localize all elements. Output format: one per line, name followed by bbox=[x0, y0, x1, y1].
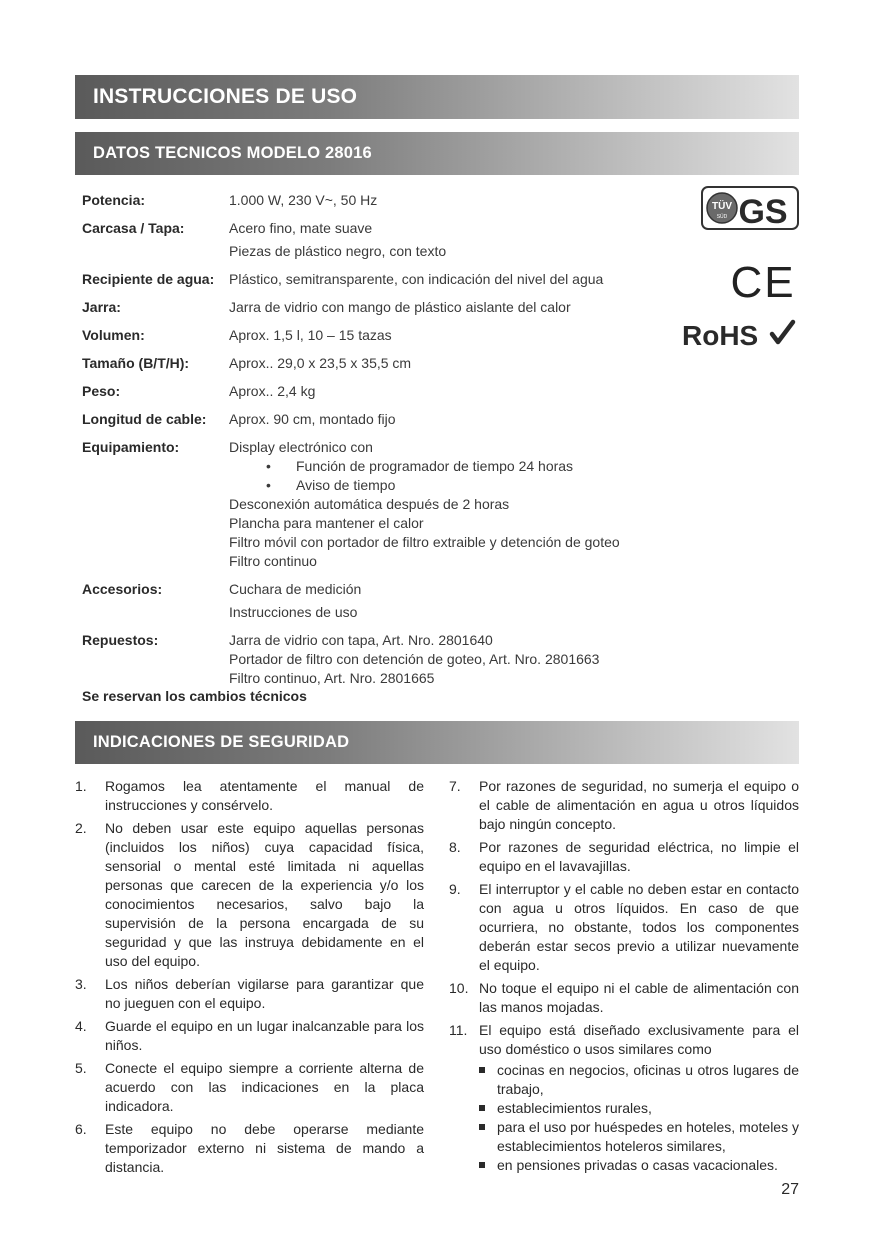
spares-line: Portador de filtro con detención de goteo, Art. Nro. 2801663 bbox=[229, 651, 600, 667]
spec-row bbox=[82, 270, 682, 289]
spec-value bbox=[229, 382, 682, 401]
spec-value-line: Acero fino, mate suave bbox=[229, 220, 373, 236]
safety-sub-item bbox=[479, 1099, 799, 1118]
spec-value-line: Aprox. 1,5 l, 10 – 15 tazas bbox=[229, 327, 392, 343]
tuv-sub-text: SÜD bbox=[716, 214, 728, 220]
spec-row bbox=[82, 354, 682, 373]
safety-item-body: Guarde el equipo en un lugar inalcanzable para los niños. bbox=[105, 1018, 424, 1053]
page-number: 27 bbox=[781, 1181, 799, 1198]
safety-item bbox=[75, 975, 424, 1013]
equipment-line: Filtro continuo bbox=[229, 553, 317, 569]
ce-mark: CE bbox=[730, 258, 796, 307]
safety-sub-item bbox=[479, 1156, 799, 1175]
safety-item-number: 6. bbox=[75, 1121, 87, 1137]
spec-label: Potencia: bbox=[82, 192, 146, 208]
safety-item-text bbox=[105, 1059, 424, 1116]
safety-item-body: Por razones de seguridad eléctrica, no limpie el equipo en el lavavajillas. bbox=[479, 839, 799, 874]
safety-item-number: 4. bbox=[75, 1018, 87, 1034]
spec-value bbox=[229, 438, 682, 571]
safety-item bbox=[449, 777, 799, 834]
safety-item-number: 2. bbox=[75, 820, 87, 836]
tuv-gs-logo bbox=[702, 187, 798, 231]
safety-item bbox=[75, 1017, 424, 1055]
spec-value bbox=[229, 410, 682, 429]
spec-value-line: 1.000 W, 230 V~, 50 Hz bbox=[229, 192, 378, 208]
spec-value-line: Plástico, semitransparente, con indicación del nivel del agua bbox=[229, 271, 604, 287]
accessories-line: Instrucciones de uso bbox=[229, 604, 358, 620]
equipment-line: Filtro móvil con portador de filtro extraible y detención de goteo bbox=[229, 534, 620, 550]
safety-item-number: 3. bbox=[75, 976, 87, 992]
spec-row bbox=[82, 326, 682, 345]
safety-item-text bbox=[479, 979, 799, 1017]
safety-item-text bbox=[105, 777, 424, 815]
reserve-note: Se reservan los cambios técnicos bbox=[82, 688, 307, 704]
spec-value bbox=[229, 191, 682, 210]
spec-row-equipment bbox=[82, 438, 682, 571]
safety-item-body: Rogamos lea atentamente el manual de instrucciones y consérvelo. bbox=[105, 778, 424, 813]
tech-data-title: DATOS TECNICOS MODELO 28016 bbox=[93, 144, 372, 162]
spec-label: Repuestos: bbox=[82, 632, 159, 648]
safety-item bbox=[75, 819, 424, 971]
safety-item-number: 1. bbox=[75, 778, 87, 794]
bullet-dot: • bbox=[266, 458, 271, 474]
equipment-line: Desconexión automática después de 2 horas bbox=[229, 496, 510, 512]
spec-row bbox=[82, 219, 682, 261]
spec-value-line: Aprox. 90 cm, montado fijo bbox=[229, 411, 396, 427]
spec-label: Peso: bbox=[82, 383, 121, 399]
safety-item-text bbox=[105, 819, 424, 971]
safety-sub-item bbox=[479, 1061, 799, 1099]
equipment-bullet-text: Aviso de tiempo bbox=[296, 477, 396, 493]
square-bullet-icon bbox=[479, 1099, 497, 1118]
safety-item-text bbox=[105, 975, 424, 1013]
tech-data-banner bbox=[75, 132, 799, 175]
square-bullet-icon bbox=[479, 1061, 497, 1099]
safety-item-text bbox=[479, 777, 799, 834]
safety-column-right bbox=[449, 777, 799, 1179]
checkmark-icon bbox=[772, 322, 793, 342]
safety-item-text bbox=[105, 1120, 424, 1177]
certification-logos bbox=[680, 185, 800, 365]
safety-item-text bbox=[479, 880, 799, 975]
safety-item-text bbox=[479, 838, 799, 876]
gs-text: GS bbox=[738, 193, 788, 231]
spec-row bbox=[82, 382, 682, 401]
safety-banner bbox=[75, 721, 799, 764]
safety-item-body: Los niños deberían vigilarse para garantizar que no jueguen con el equipo. bbox=[105, 976, 424, 1011]
safety-item-number: 10. bbox=[449, 980, 469, 996]
safety-item bbox=[75, 1059, 424, 1116]
spec-label: Accesorios: bbox=[82, 581, 163, 597]
spec-row-spares bbox=[82, 631, 682, 688]
spec-value bbox=[229, 219, 682, 261]
spec-row bbox=[82, 298, 682, 317]
spec-value bbox=[229, 326, 682, 345]
spec-value bbox=[229, 270, 682, 289]
safety-item-body: Conecte el equipo siempre a corriente alterna de acuerdo con las indicaciones en la placa indicadora. bbox=[105, 1060, 424, 1114]
spec-value-line: Aprox.. 29,0 x 23,5 x 35,5 cm bbox=[229, 355, 412, 371]
safety-item-number: 11. bbox=[449, 1022, 468, 1038]
spec-value bbox=[229, 631, 682, 688]
safety-item bbox=[449, 880, 799, 975]
rohs-text: RoHS bbox=[682, 320, 759, 351]
safety-item-body: El interruptor y el cable no deben estar en contacto con agua u otros líquidos. En caso de que ocurriera, no obstante, todos los componentes deberán estar secos previo a utilizar nuevamente el equipo. bbox=[479, 881, 799, 973]
safety-sub-text: cocinas en negocios, oficinas u otros lugares de trabajo, bbox=[497, 1062, 799, 1097]
spec-row bbox=[82, 191, 682, 210]
safety-item-body: El equipo está diseñado exclusivamente para el uso doméstico o usos similares como bbox=[479, 1022, 799, 1057]
safety-column-left bbox=[75, 777, 424, 1181]
spec-label: Volumen: bbox=[82, 327, 145, 343]
safety-sub-list bbox=[479, 1061, 799, 1175]
spec-label: Recipiente de agua: bbox=[82, 271, 215, 287]
equipment-bullet bbox=[229, 476, 682, 495]
safety-item bbox=[75, 1120, 424, 1177]
safety-item-number: 5. bbox=[75, 1060, 87, 1076]
safety-item-text bbox=[105, 1017, 424, 1055]
spares-line: Jarra de vidrio con tapa, Art. Nro. 2801640 bbox=[229, 632, 493, 648]
equipment-bullet-text: Función de programador de tiempo 24 horas bbox=[296, 458, 574, 474]
safety-item bbox=[449, 838, 799, 876]
safety-item-text bbox=[479, 1021, 799, 1175]
square-bullet-icon bbox=[479, 1156, 497, 1175]
page-title-banner bbox=[75, 75, 799, 119]
safety-sub-text: para el uso por huéspedes en hoteles, moteles y establecimientos hoteleros similares, bbox=[497, 1119, 799, 1154]
spec-value-line: Piezas de plástico negro, con texto bbox=[229, 243, 447, 259]
spec-row bbox=[82, 410, 682, 429]
equipment-line: Plancha para mantener el calor bbox=[229, 515, 424, 531]
spec-value bbox=[229, 580, 682, 622]
spec-value bbox=[229, 354, 682, 373]
safety-item bbox=[449, 979, 799, 1017]
safety-item bbox=[449, 1021, 799, 1175]
equipment-bullet bbox=[229, 457, 682, 476]
equipment-intro: Display electrónico con bbox=[229, 439, 373, 455]
safety-item-number: 9. bbox=[449, 881, 461, 897]
spec-row-accessories bbox=[82, 580, 682, 622]
safety-item-body: Por razones de seguridad, no sumerja el equipo o el cable de alimentación en agua u otros líquidos bajo ningún concepto. bbox=[479, 778, 799, 832]
safety-item-number: 8. bbox=[449, 839, 461, 855]
spec-label: Equipamiento: bbox=[82, 439, 180, 455]
spec-label: Tamaño (B/T/H): bbox=[82, 355, 190, 371]
safety-title: INDICACIONES DE SEGURIDAD bbox=[93, 733, 350, 751]
spec-value bbox=[229, 298, 682, 317]
certification-marks bbox=[680, 185, 800, 360]
spec-value-line: Jarra de vidrio con mango de plástico aislante del calor bbox=[229, 299, 571, 315]
spec-value-line: Aprox.. 2,4 kg bbox=[229, 383, 316, 399]
safety-sub-item bbox=[479, 1118, 799, 1156]
safety-item-body: No deben usar este equipo aquellas personas (incluidos los niños) cuya capacidad física, sensorial o mental esté limitada ni aquellas personas que carecen de la experiencia y/o los conocimientos necesarios, salvo bajo la supervisión de la persona encargada de su seguridad y que las instruya debidamente en el uso del equipo. bbox=[105, 820, 424, 969]
page-title: INSTRUCCIONES DE USO bbox=[93, 85, 358, 108]
spec-label: Jarra: bbox=[82, 299, 121, 315]
spec-table bbox=[82, 191, 682, 697]
safety-item-body: Este equipo no debe operarse mediante temporizador externo ni sistema de mando a distancia. bbox=[105, 1121, 424, 1175]
square-bullet-icon bbox=[479, 1118, 497, 1156]
safety-item-body: No toque el equipo ni el cable de alimentación con las manos mojadas. bbox=[479, 980, 799, 1015]
safety-item bbox=[75, 777, 424, 815]
spec-label: Longitud de cable: bbox=[82, 411, 207, 427]
safety-item-number: 7. bbox=[449, 778, 461, 794]
tuv-text: TÜV bbox=[712, 201, 732, 212]
safety-sub-text: establecimientos rurales, bbox=[497, 1100, 652, 1116]
bullet-dot: • bbox=[266, 477, 271, 493]
accessories-line: Cuchara de medición bbox=[229, 581, 362, 597]
spec-label: Carcasa / Tapa: bbox=[82, 220, 185, 236]
safety-sub-text: en pensiones privadas o casas vacacionales. bbox=[497, 1157, 778, 1173]
spares-line: Filtro continuo, Art. Nro. 2801665 bbox=[229, 670, 435, 686]
